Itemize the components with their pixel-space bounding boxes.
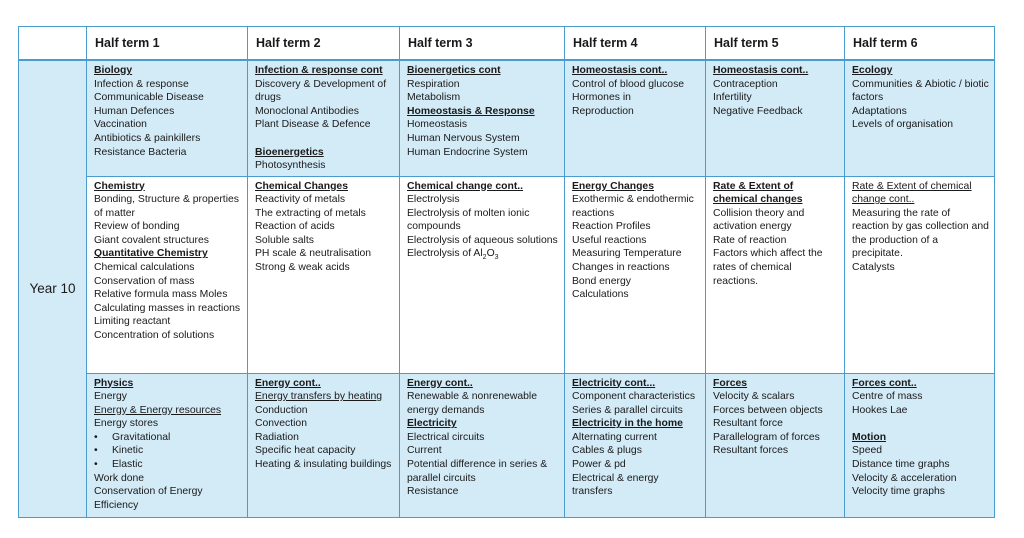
topic-text: Velocity time graphs: [852, 486, 945, 498]
topic-text: Monoclonal Antibodies: [255, 105, 359, 117]
topic-text: Chemical Changes: [255, 180, 348, 192]
topic-item: [713, 444, 839, 458]
topic-text: Collision theory and activation energy: [713, 207, 805, 233]
topic-item: [713, 207, 839, 234]
topic-heading: [255, 180, 394, 194]
bullet-text: Kinetic: [112, 445, 144, 457]
topic-item: [572, 247, 700, 261]
topic-item: [94, 288, 242, 302]
topic-text: Reproduction: [572, 105, 634, 117]
subtopic-heading: [94, 404, 242, 418]
topic-text: Hookes Lae: [852, 404, 908, 416]
topic-heading: [94, 377, 242, 391]
topic-text: Antibiotics & painkillers: [94, 132, 201, 144]
bullet-icon: •: [94, 431, 98, 443]
header-half-term-4: Half term 4: [565, 27, 706, 61]
topic-item: [94, 193, 242, 220]
topic-text: Reactivity of metals: [255, 194, 346, 206]
cell-biology-ht1: [87, 60, 248, 176]
topic-text: Electrolysis of aqueous solutions: [407, 234, 558, 246]
topic-item: [94, 485, 242, 499]
header-half-term-2: Half term 2: [248, 27, 400, 61]
topic-text: Rate of reaction: [713, 234, 787, 246]
topic-item: [572, 458, 700, 472]
cell-physics-ht3: [400, 373, 565, 517]
topic-item: [572, 431, 700, 445]
topic-item: [572, 275, 700, 289]
cell-chemistry-ht3: [400, 176, 565, 373]
topic-text: Resultant forces: [713, 445, 789, 457]
cell-biology-ht5: [706, 60, 845, 176]
topic-text: Hormones in: [572, 92, 631, 104]
topic-item: [713, 247, 839, 288]
topic-item: [407, 78, 559, 92]
topic-text: Chemical calculations: [94, 262, 195, 274]
topic-heading: [94, 64, 242, 78]
topic-item: [713, 417, 839, 431]
topic-item: [94, 472, 242, 486]
topic-text: Convection: [255, 418, 307, 430]
topic-item: [713, 78, 839, 92]
topic-text: Infection & response: [94, 78, 189, 90]
topic-item: [255, 417, 394, 431]
topic-text: Strong & weak acids: [255, 262, 350, 274]
cell-biology-ht3: [400, 60, 565, 176]
topic-item: [572, 78, 700, 92]
topic-text: Quantitative Chemistry: [94, 248, 208, 260]
topic-item: [572, 234, 700, 248]
topic-text: Homeostasis cont..: [572, 65, 668, 76]
topic-text: Energy: [94, 391, 127, 403]
topic-text: Discovery & Development of drugs: [255, 78, 387, 104]
topic-item: [407, 234, 559, 248]
topic-heading: [572, 417, 700, 431]
topic-heading: [407, 105, 559, 119]
topic-item: [572, 105, 700, 119]
topic-item: [407, 390, 559, 417]
topic-item: [852, 105, 989, 119]
topic-item: [407, 146, 559, 160]
topic-heading: [255, 64, 394, 78]
topic-item: [255, 404, 394, 418]
bullet-text: Gravitational: [112, 431, 171, 443]
bullet-icon: •: [94, 459, 98, 471]
topic-text: Electricity in the home: [572, 418, 683, 430]
topic-text: Changes in reactions: [572, 262, 670, 274]
subtopic-heading: [852, 180, 989, 207]
topic-text: Levels of organisation: [852, 119, 954, 131]
cell-physics-ht6: [845, 373, 995, 517]
topic-text: Energy Changes: [572, 180, 654, 192]
topic-text: Radiation: [255, 431, 299, 443]
topic-text: Homeostasis & Response: [407, 105, 535, 117]
topic-item: [572, 91, 700, 105]
topic-heading: [94, 247, 242, 261]
topic-text: Alternating current: [572, 431, 657, 443]
topic-text: Physics: [94, 377, 134, 389]
topic-text: Heating & insulating buildings: [255, 459, 392, 471]
topic-heading: [572, 180, 700, 194]
bullet-text: Elastic: [112, 459, 143, 471]
topic-item: [94, 234, 242, 248]
topic-heading: [852, 431, 989, 445]
cell-chemistry-ht1: [87, 176, 248, 373]
topic-text: Human Nervous System: [407, 132, 520, 144]
topic-text: Measuring the rate of reaction by gas collection and the production of a precipitate.: [852, 207, 989, 260]
topic-item: [407, 431, 559, 445]
topic-item: [852, 458, 989, 472]
topic-text: Contraception: [713, 78, 778, 90]
topic-item: [255, 207, 394, 221]
topic-text: Energy transfers by heating: [255, 391, 383, 403]
topic-text: Current: [407, 445, 442, 457]
spacer: [852, 417, 989, 431]
subscript: 2: [482, 254, 487, 262]
cell-chemistry-ht5: [706, 176, 845, 373]
topic-text: Efficiency: [94, 499, 139, 511]
topic-item: [713, 390, 839, 404]
topic-text: Centre of mass: [852, 391, 923, 403]
topic-item: [255, 247, 394, 261]
topic-text: Electrical circuits: [407, 431, 485, 443]
topic-text: Exothermic & endothermic reactions: [572, 194, 694, 219]
topic-item: [407, 207, 559, 234]
bullet-item: [94, 458, 242, 472]
topic-text: Distance time graphs: [852, 459, 950, 471]
topic-text: Renewable & nonrenewable energy demands: [407, 391, 537, 416]
topic-item: [94, 132, 242, 146]
topic-text: Infection & response cont: [255, 65, 383, 76]
topic-item: [852, 207, 989, 261]
topic-text: Conservation of Energy: [94, 486, 203, 498]
topic-text: Ecology: [852, 65, 893, 76]
topic-text: Negative Feedback: [713, 105, 803, 117]
topic-text: Rate & Extent of chemical change cont..: [852, 180, 972, 206]
header-half-term-1: Half term 1: [87, 27, 248, 61]
topic-text: Plant Disease & Defence: [255, 119, 371, 131]
topic-item: [852, 118, 989, 132]
cell-biology-ht2: [248, 60, 400, 176]
topic-text: Reaction of acids: [255, 221, 335, 233]
topic-item: [255, 220, 394, 234]
cell-physics-ht2: [248, 373, 400, 517]
topic-text: Factors which affect the rates of chemical reactions.: [713, 248, 823, 287]
topic-text: Speed: [852, 445, 883, 457]
topic-item: [255, 159, 394, 173]
topic-heading: [255, 377, 394, 391]
topic-text: The extracting of metals: [255, 207, 366, 219]
topic-item: [94, 78, 242, 92]
topic-item: [407, 458, 559, 485]
topic-item: [94, 499, 242, 513]
topic-item: [572, 404, 700, 418]
topic-text: PH scale & neutralisation: [255, 248, 372, 260]
topic-item: [713, 404, 839, 418]
topic-item: [407, 444, 559, 458]
year-label: Year 10: [19, 60, 87, 517]
topic-item: [94, 118, 242, 132]
topic-text: Bond energy: [572, 275, 631, 287]
topic-item: [94, 417, 242, 431]
topic-text: Review of bonding: [94, 221, 180, 233]
topic-text: Relative formula mass Moles: [94, 289, 228, 301]
topic-text: Bonding, Structure & properties of matter: [94, 194, 239, 219]
chemistry-row: [19, 176, 995, 373]
header-row: [19, 27, 995, 61]
topic-text: Velocity & scalars: [713, 391, 795, 403]
bullet-item: [94, 431, 242, 445]
topic-text: Conservation of mass: [94, 275, 195, 287]
topic-text: O: [486, 248, 495, 260]
topic-text: Homeostasis: [407, 119, 468, 131]
topic-text: Infertility: [713, 92, 752, 104]
topic-text: Measuring Temperature: [572, 248, 682, 260]
topic-item: [713, 431, 839, 445]
topic-text: Work done: [94, 472, 145, 484]
cell-physics-ht5: [706, 373, 845, 517]
cell-chemistry-ht2: [248, 176, 400, 373]
topic-heading: [572, 64, 700, 78]
topic-text: Electrolysis: [407, 194, 460, 206]
topic-text: Adaptations: [852, 105, 907, 117]
topic-item: [255, 234, 394, 248]
topic-text: Electricity cont...: [572, 377, 656, 389]
topic-text: Chemistry: [94, 180, 145, 192]
topic-heading: [852, 377, 989, 391]
topic-text: Specific heat capacity: [255, 445, 356, 457]
topic-item: [713, 105, 839, 119]
subtopic-heading: [255, 390, 394, 404]
topic-text: Resistance: [407, 486, 459, 498]
topic-text: Useful reactions: [572, 234, 647, 246]
topic-heading: [852, 64, 989, 78]
topic-item: [407, 118, 559, 132]
topic-item: [852, 444, 989, 458]
topic-heading: [713, 64, 839, 78]
topic-text: Energy cont..: [255, 377, 321, 389]
topic-text: Limiting reactant: [94, 316, 171, 328]
topic-item: [713, 234, 839, 248]
topic-heading: [407, 180, 559, 194]
topic-text: Energy & Energy resources: [94, 404, 222, 416]
topic-text: Forces between objects: [713, 404, 823, 416]
topic-item: [94, 315, 242, 329]
cell-biology-ht6: [845, 60, 995, 176]
topic-text: Cables & plugs: [572, 445, 642, 457]
bullet-item: [94, 444, 242, 458]
topic-text: Rate & Extent of chemical changes: [713, 180, 803, 206]
topic-item: [572, 193, 700, 220]
spacer: [255, 132, 394, 146]
topic-text: Power & pd: [572, 459, 626, 471]
topic-item: [407, 193, 559, 207]
topic-text: Soluble salts: [255, 234, 314, 246]
topic-item: [572, 444, 700, 458]
topic-item: [407, 132, 559, 146]
topic-heading: [572, 377, 700, 391]
topic-text: Conduction: [255, 404, 308, 416]
topic-item: [255, 431, 394, 445]
topic-item: [255, 261, 394, 275]
topic-text: Resistance Bacteria: [94, 146, 187, 158]
topic-text: Component characteristics: [572, 391, 696, 403]
topic-heading: [94, 180, 242, 194]
cell-chemistry-ht6: [845, 176, 995, 373]
topic-text: Calculating masses in reactions: [94, 302, 241, 314]
topic-heading: [713, 377, 839, 391]
topic-text: Potential difference in series & parallel circuits: [407, 459, 548, 484]
topic-item: [852, 261, 989, 275]
topic-text: Vaccination: [94, 119, 147, 131]
topic-item: [572, 261, 700, 275]
header-corner: [19, 27, 87, 61]
topic-text: Chemical change cont..: [407, 180, 524, 192]
topic-text: Forces: [713, 377, 748, 389]
curriculum-table: [18, 26, 995, 518]
topic-item: [94, 261, 242, 275]
topic-item: [94, 105, 242, 119]
bullet-icon: •: [94, 445, 98, 457]
topic-item: [94, 275, 242, 289]
topic-item: [255, 118, 394, 132]
topic-item: [852, 78, 989, 105]
topic-text: Photosynthesis: [255, 160, 326, 172]
topic-item: [572, 390, 700, 404]
topic-text: Human Defences: [94, 105, 175, 117]
topic-text: Calculations: [572, 289, 629, 301]
cell-physics-ht1: [87, 373, 248, 517]
topic-text: Energy cont..: [407, 377, 473, 389]
topic-text: Concentration of solutions: [94, 330, 215, 342]
header-half-term-3: Half term 3: [400, 27, 565, 61]
topic-item: [255, 444, 394, 458]
topic-item: [852, 390, 989, 404]
topic-text: Electrolysis of Al: [407, 248, 483, 260]
topic-text: Electricity: [407, 418, 457, 430]
topic-text: Communicable Disease: [94, 92, 204, 104]
topic-heading: [713, 180, 839, 207]
topic-text: Resultant force: [713, 418, 783, 430]
topic-heading: [407, 64, 559, 78]
cell-physics-ht4: [565, 373, 706, 517]
topic-text: Giant covalent structures: [94, 234, 209, 246]
topic-item: [94, 91, 242, 105]
topic-text: Reaction Profiles: [572, 221, 651, 233]
header-half-term-6: Half term 6: [845, 27, 995, 61]
topic-text: Velocity & acceleration: [852, 472, 957, 484]
topic-item: [255, 458, 394, 472]
topic-text: Electrolysis of molten ionic compounds: [407, 207, 530, 233]
topic-text: Homeostasis cont..: [713, 65, 809, 76]
topic-text: Forces cont..: [852, 377, 917, 389]
topic-item: [572, 288, 700, 302]
topic-text: Series & parallel circuits: [572, 404, 683, 416]
topic-text: Communities & Abiotic / biotic factors: [852, 78, 989, 104]
topic-item: [94, 390, 242, 404]
topic-item: [255, 193, 394, 207]
topic-text: Parallelogram of forces: [713, 431, 820, 443]
topic-item: [407, 485, 559, 499]
topic-item: [572, 220, 700, 234]
topic-item: [94, 220, 242, 234]
topic-text: Motion: [852, 431, 887, 443]
topic-heading: [407, 377, 559, 391]
cell-chemistry-ht4: [565, 176, 706, 373]
topic-text: Bioenergetics: [255, 146, 324, 158]
topic-text: Respiration: [407, 78, 460, 90]
topic-item: [852, 404, 989, 418]
topic-text: Metabolism: [407, 92, 461, 104]
topic-item: [94, 146, 242, 160]
topic-item: [255, 78, 394, 105]
subscript: 3: [494, 254, 499, 262]
topic-text: Control of blood glucose: [572, 78, 685, 90]
biology-row: [19, 60, 995, 176]
topic-text: Electrical & energy transfers: [572, 472, 659, 498]
topic-heading: [255, 146, 394, 160]
topic-text: Catalysts: [852, 262, 895, 274]
topic-text: Biology: [94, 65, 133, 76]
topic-item: [255, 105, 394, 119]
topic-text: Human Endocrine System: [407, 146, 528, 158]
topic-item: [852, 472, 989, 486]
topic-text: Energy stores: [94, 418, 159, 430]
topic-heading: [407, 417, 559, 431]
topic-item: [407, 247, 559, 261]
header-half-term-5: Half term 5: [706, 27, 845, 61]
topic-item: [94, 329, 242, 343]
topic-item: [852, 485, 989, 499]
topic-text: Bioenergetics cont: [407, 65, 501, 76]
topic-item: [713, 91, 839, 105]
cell-biology-ht4: [565, 60, 706, 176]
topic-item: [94, 302, 242, 316]
physics-row: [19, 373, 995, 517]
topic-item: [407, 91, 559, 105]
topic-item: [572, 472, 700, 499]
